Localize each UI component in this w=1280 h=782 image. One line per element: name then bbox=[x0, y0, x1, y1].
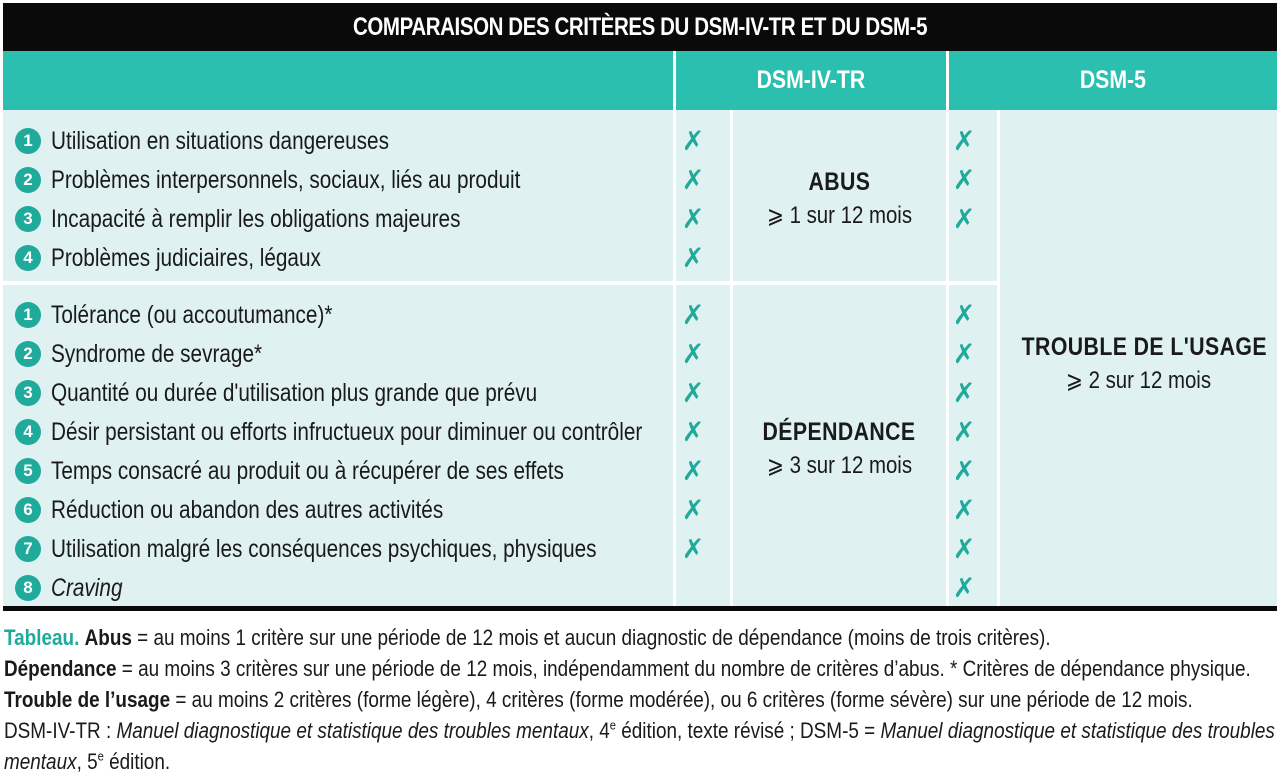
criterion-text: Craving bbox=[51, 573, 123, 602]
criterion-text: Syndrome de sevrage* bbox=[51, 339, 263, 368]
criterion-number: 6 bbox=[15, 497, 41, 523]
abus-group-label bbox=[733, 168, 946, 230]
abus-term: Abus bbox=[84, 625, 132, 650]
check-mark-icon: ✗ bbox=[681, 300, 705, 330]
criterion-text: Problèmes interpersonnels, sociaux, liés au produit bbox=[51, 165, 521, 194]
dsm5-tail: édition. bbox=[103, 749, 171, 774]
criterion-row bbox=[15, 239, 376, 277]
criterion-row bbox=[15, 200, 544, 238]
tableau-label: Tableau. bbox=[4, 625, 80, 650]
dependance-term: Dépendance bbox=[4, 656, 117, 681]
check-mark-icon: ✗ bbox=[681, 204, 705, 234]
dsm5-name-cont: mentaux bbox=[4, 749, 77, 774]
check-mark-icon: ✗ bbox=[681, 243, 705, 273]
check-mark-icon: ✗ bbox=[952, 165, 976, 195]
dsm4-sup: e bbox=[609, 717, 616, 733]
check-mark-icon: ✗ bbox=[681, 495, 705, 525]
table-header-row bbox=[3, 51, 1277, 110]
check-mark-icon: ✗ bbox=[952, 417, 976, 447]
criterion-text: Incapacité à remplir les obligations majeures bbox=[51, 204, 461, 233]
check-mark-icon: ✗ bbox=[952, 573, 976, 603]
criterion-number: 3 bbox=[15, 380, 41, 406]
check-mark-icon: ✗ bbox=[681, 339, 705, 369]
note-abbreviations bbox=[4, 715, 1275, 746]
header-dsm5-label: DSM-5 bbox=[1079, 66, 1147, 94]
trouble-threshold: ⩾ 2 sur 12 mois bbox=[1065, 367, 1212, 394]
trouble-definition: = au moins 2 critères (forme légère), 4 critères (forme modérée), ou 6 critères (forme sévère) sur une période de 12 mois. bbox=[170, 687, 1193, 712]
check-mark-icon: ✗ bbox=[952, 204, 976, 234]
abus-threshold: ⩾ 1 sur 12 mois bbox=[766, 202, 913, 229]
dsm5-sup: e bbox=[97, 748, 104, 764]
trouble-group-label bbox=[1000, 333, 1277, 395]
criterion-row bbox=[15, 335, 305, 373]
trouble-term: Trouble de l’usage bbox=[4, 687, 171, 712]
trouble-title: TROUBLE DE L'USAGE bbox=[1021, 333, 1267, 361]
header-dsm4-label: DSM-IV-TR bbox=[756, 66, 866, 94]
dsm4-edition: , 4 bbox=[588, 718, 610, 743]
note-dependance bbox=[4, 653, 1268, 684]
criterion-number: 5 bbox=[15, 458, 41, 484]
criterion-number: 1 bbox=[15, 302, 41, 328]
criterion-row bbox=[15, 491, 524, 529]
criterion-number: 3 bbox=[15, 206, 41, 232]
abus-definition: = au moins 1 critère sur une période de 12 mois et aucun diagnostic de dépendance (moins de trois critères). bbox=[131, 625, 1051, 650]
check-mark-icon: ✗ bbox=[681, 417, 705, 447]
criterion-row bbox=[15, 296, 390, 334]
check-mark-icon: ✗ bbox=[952, 456, 976, 486]
criterion-text: Désir persistant ou efforts infructueux pour diminuer ou contrôler bbox=[51, 417, 643, 446]
table-bottom-rule bbox=[3, 606, 1277, 611]
check-mark-icon: ✗ bbox=[952, 534, 976, 564]
criterion-row bbox=[15, 122, 458, 160]
table-body bbox=[3, 110, 1277, 610]
dsm4-tail: édition, texte révisé ; DSM-5 = bbox=[615, 718, 881, 743]
criterion-text: Tolérance (ou accoutumance)* bbox=[51, 300, 333, 329]
criterion-number: 4 bbox=[15, 419, 41, 445]
criterion-number: 4 bbox=[15, 245, 41, 271]
dsm4-name: Manuel diagnostique et statistique des troubles mentaux bbox=[116, 718, 589, 743]
criterion-number: 8 bbox=[15, 575, 41, 601]
criterion-number: 2 bbox=[15, 341, 41, 367]
table-title bbox=[3, 3, 1277, 51]
criterion-text: Utilisation en situations dangereuses bbox=[51, 126, 389, 155]
dependance-group-label bbox=[733, 418, 946, 480]
criterion-row bbox=[15, 452, 669, 490]
comparison-table bbox=[3, 3, 1277, 610]
criterion-text: Temps consacré au produit ou à récupérer de ses effets bbox=[51, 456, 564, 485]
check-mark-icon: ✗ bbox=[952, 495, 976, 525]
dependance-threshold: ⩾ 3 sur 12 mois bbox=[766, 452, 913, 479]
table-notes bbox=[4, 622, 1276, 777]
dependance-title: DÉPENDANCE bbox=[762, 418, 917, 446]
dsm5-edition: , 5 bbox=[76, 749, 98, 774]
check-mark-icon: ✗ bbox=[681, 378, 705, 408]
note-abbreviations-cont bbox=[4, 746, 1268, 777]
check-mark-icon: ✗ bbox=[952, 378, 976, 408]
header-divider bbox=[946, 51, 949, 110]
check-mark-icon: ✗ bbox=[681, 456, 705, 486]
header-divider bbox=[673, 51, 676, 110]
criterion-number: 1 bbox=[15, 128, 41, 154]
dsm4-abbr: DSM-IV-TR : bbox=[4, 718, 117, 743]
criterion-row bbox=[15, 374, 637, 412]
table-title-text: COMPARAISON DES CRITÈRES DU DSM-IV-TR ET DU DSM-5 bbox=[352, 12, 928, 41]
check-mark-icon: ✗ bbox=[681, 534, 705, 564]
criterion-number: 7 bbox=[15, 536, 41, 562]
criterion-text: Problèmes judiciaires, légaux bbox=[51, 243, 321, 272]
check-mark-icon: ✗ bbox=[681, 165, 705, 195]
abus-title: ABUS bbox=[808, 168, 871, 196]
note-trouble bbox=[4, 684, 1268, 715]
note-abus bbox=[4, 622, 1268, 653]
criterion-text: Utilisation malgré les conséquences psychiques, physiques bbox=[51, 534, 597, 563]
dependance-definition: = au moins 3 critères sur une période de 12 mois, indépendamment du nombre de critères d’abus. * Critères de dépendance physique. bbox=[116, 656, 1251, 681]
criterion-text: Réduction ou abandon des autres activités bbox=[51, 495, 444, 524]
check-mark-icon: ✗ bbox=[952, 126, 976, 156]
header-dsm4 bbox=[676, 51, 946, 110]
criterion-row bbox=[15, 413, 763, 451]
dsm5-name: Manuel diagnostique et statistique des troubles bbox=[880, 718, 1275, 743]
section-divider bbox=[3, 281, 997, 285]
check-mark-icon: ✗ bbox=[681, 126, 705, 156]
header-dsm5 bbox=[949, 51, 1277, 110]
criterion-number: 2 bbox=[15, 167, 41, 193]
check-mark-icon: ✗ bbox=[952, 339, 976, 369]
criterion-row bbox=[15, 569, 137, 607]
criterion-text: Quantité ou durée d'utilisation plus grande que prévu bbox=[51, 378, 538, 407]
criterion-row bbox=[15, 161, 617, 199]
criterion-row bbox=[15, 530, 708, 568]
check-mark-icon: ✗ bbox=[952, 300, 976, 330]
